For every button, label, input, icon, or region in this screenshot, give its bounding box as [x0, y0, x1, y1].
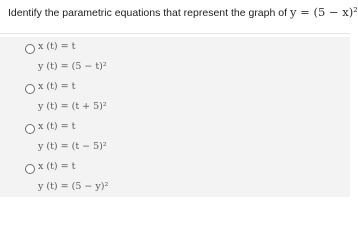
answer-option-1[interactable] [0, 37, 350, 77]
question-equation: y = (5 − x)² [290, 5, 358, 19]
answer-option-4[interactable] [0, 157, 350, 197]
option-equation-x: x (t) = t [38, 81, 76, 92]
radio-button-icon[interactable] [25, 164, 35, 174]
option-equation-y: y (t) = (5 − t)² [38, 61, 107, 72]
option-equation-x: x (t) = t [38, 161, 76, 172]
option-equation-y: y (t) = (t + 5)² [38, 101, 107, 112]
option-equation-x: x (t) = t [38, 121, 76, 132]
option-equation-y: y (t) = (t − 5)² [38, 141, 107, 152]
answer-option-3[interactable] [0, 117, 350, 157]
radio-button-icon[interactable] [25, 124, 35, 134]
divider [0, 33, 350, 34]
option-equation-x: x (t) = t [38, 41, 76, 52]
question-text [8, 5, 358, 19]
answer-option-2[interactable] [0, 77, 350, 117]
radio-button-icon[interactable] [25, 44, 35, 54]
question-prefix: Identify the parametric equations that represent the graph of [8, 7, 288, 19]
radio-button-icon[interactable] [25, 84, 35, 94]
option-equation-y: y (t) = (5 − y)² [38, 181, 109, 192]
